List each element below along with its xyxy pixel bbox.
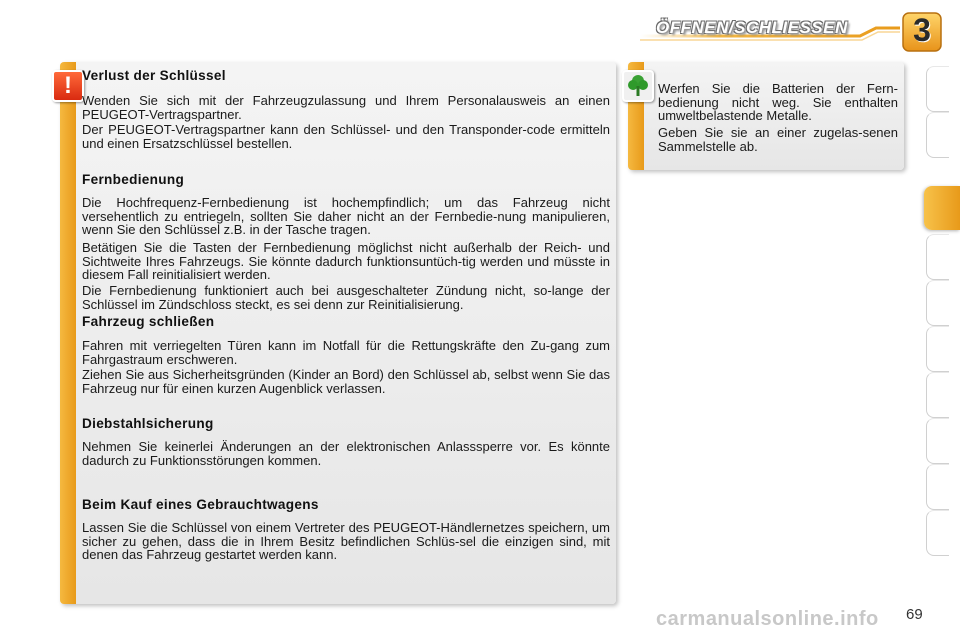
paragraph-anti-theft: Nehmen Sie keinerlei Änderungen an der elektronischen Anlasssperre vor. Es könnte dadurch zu Funktionsstörungen kommen.: [82, 439, 610, 468]
heading-lock-vehicle: Fahrzeug schließen: [82, 314, 215, 329]
chapter-tab-1[interactable]: [926, 66, 949, 112]
paragraph-battery-2: Geben Sie sie an einer zugelas-senen Sammelstelle ab.: [658, 125, 898, 154]
chapter-tab-3-active[interactable]: [924, 186, 960, 230]
chapter-tab-9[interactable]: [926, 464, 949, 510]
chapter-title: ÖFFNEN/SCHLIESSEN: [656, 18, 848, 37]
warning-icon: !: [52, 70, 84, 102]
chapter-number: 3: [913, 12, 931, 48]
paragraph-battery-1: Werfen Sie die Batterien der Fern-bedienung nicht weg. Sie enthalten umweltbelastende Metalle.: [658, 81, 898, 124]
box-accent-stripe: [60, 62, 76, 604]
paragraph-used-car: Lassen Sie die Schlüssel von einem Vertreter des PEUGEOT-Händlernetzes speichern, um sicher zu gehen, dass die in Ihrem Besitz befindlichen Schlüs-sel die einzigen sind, mit denen das Fahrzeug gestartet werden kann.: [82, 520, 610, 563]
chapter-tab-10[interactable]: [926, 510, 949, 556]
heading-key-loss: Verlust der Schlüssel: [82, 68, 226, 83]
heading-remote-control: Fernbedienung: [82, 172, 185, 187]
tree-icon: [622, 70, 654, 102]
paragraph-remote-1: Die Hochfrequenz-Fernbedienung ist hochempfindlich; um das Fahrzeug nicht versehentlich zu entriegeln, sollten Sie daher nicht an der Fernbedie-nung manipulieren, wenn Sie den Schlüssel z.B. in der Tasche tragen.: [82, 195, 610, 238]
chapter-tab-5[interactable]: [926, 280, 949, 326]
chapter-tabs: [926, 66, 960, 574]
tree-icon-graphic: [624, 72, 652, 100]
heading-anti-theft: Diebstahlsicherung: [82, 416, 214, 431]
watermark: carmanualsonline.info: [656, 608, 879, 630]
chapter-tab-2[interactable]: [926, 112, 949, 158]
paragraph-lock-1: Fahren mit verriegelten Türen kann im Notfall für die Rettungskräfte den Zu-gang zum Fahrgastraum erschweren.: [82, 338, 610, 367]
paragraph-remote-3: Die Fernbedienung funktioniert auch bei ausgeschalteter Zündung nicht, so-lange der Schlüssel im Zündschloss steckt, es sei denn zur Reinitialisierung.: [82, 283, 610, 312]
paragraph-key-loss-1: Wenden Sie sich mit der Fahrzeugzulassung und Ihrem Personalausweis an einen PEUGEOT-Vertragspartner.: [82, 93, 610, 122]
page-number: 69: [906, 606, 923, 623]
chapter-tab-8[interactable]: [926, 418, 949, 464]
heading-used-car: Beim Kauf eines Gebrauchtwagens: [82, 497, 319, 512]
paragraph-key-loss-2: Der PEUGEOT-Vertragspartner kann den Schlüssel- und den Transponder-code ermitteln und einen Ersatzschlüssel bestellen.: [82, 122, 610, 151]
chapter-tab-4[interactable]: [926, 234, 949, 280]
paragraph-remote-2: Betätigen Sie die Tasten der Fernbedienung möglichst nicht außerhalb der Reich- und Sichtweite Ihres Fahrzeugs. Sie könnte dadurch funktionsuntüch-tig werden und müsste in diesem Fall reinitialisiert werden.: [82, 240, 610, 283]
chapter-tab-7[interactable]: [926, 372, 949, 418]
paragraph-lock-2: Ziehen Sie aus Sicherheitsgründen (Kinder an Bord) den Schlüssel ab, selbst wenn Sie das Fahrzeug nur für einen kurzen Augenblick verlassen.: [82, 367, 610, 396]
chapter-tab-6[interactable]: [926, 326, 949, 372]
